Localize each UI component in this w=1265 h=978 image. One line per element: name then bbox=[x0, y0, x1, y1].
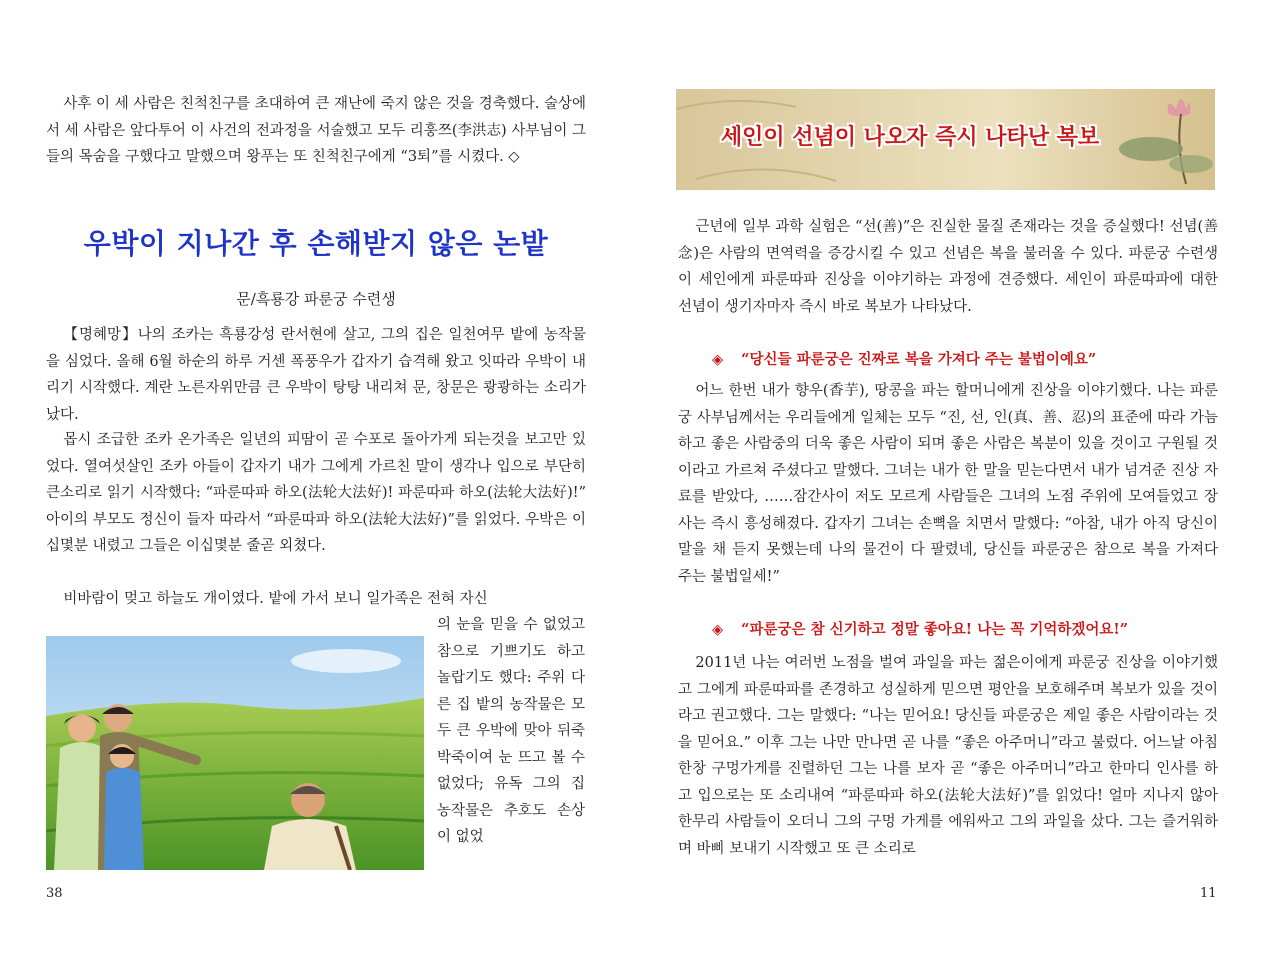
diamond-icon: ◈ bbox=[712, 621, 724, 638]
section-heading-2-text: “파룬궁은 참 신기하고 정말 좋아요! 나는 꼭 기억하겠어요!” bbox=[741, 621, 1129, 638]
narrow-column-text: 의 눈을 믿을 수 없었고 참으로 기쁘기도 하고 놀랍기도 했다: 주위 다른 집 밭의 농작물은 모두 큰 우박에 맞아 뒤죽박죽이여 눈 뜨고 볼 수 없었다; 유독 그의 집 농작물은 추호도 손상이 없었 bbox=[437, 617, 585, 845]
byline: 문/흑룡강 파룬궁 수련생 bbox=[236, 290, 396, 308]
right-intro-paragraph: 근년에 일부 과학 실험은 “선(善)”은 진실한 물질 존재라는 것을 증실했다! 선념(善念)은 사람의 면역력을 증강시킬 수 있고 선념은 복을 불러올 수 있다. 파룬궁 수련생이 세인에게 파룬따파 진상을 이야기하는 과정에 견증했다. 세인이 파룬따파에 대한 선념이 생기자마자 즉시 바로 복보가 나타났다. bbox=[678, 219, 1218, 315]
left-page bbox=[0, 0, 632, 978]
diamond-icon: ◈ bbox=[712, 351, 724, 368]
section1-paragraph: 어느 한번 내가 향우(香芋), 땅콩을 파는 할머니에게 진상을 이야기했다. 나는 파룬궁 사부님께서는 우리들에게 일체는 모두 “진, 선, 인(真、善、忍)의 표준에 따라 가늠하고 좋은 사람중의 더욱 좋은 사람이 되며 좋은 사람은 복분이 있을 것이고 구원될 것이라고 가르쳐 주셨다고 말했다. 그녀는 내가 한 말을 믿는다면서 내가 넘겨준 진상 자료를 받았다, ……잠간사이 저도 모르게 사람들은 그녀의 노점 주위에 모여들었고 장사는 즉시 흥성해졌다. 갑자기 그녀는 손뼉을 치면서 말했다: “아참, 내가 아직 당신이 말을 채 듣지 못했는데 나의 물건이 다 팔렸네, 당신들 파룬궁은 참으로 복을 가져다 주는 불법일세!” bbox=[678, 383, 1218, 585]
right-page bbox=[632, 0, 1265, 978]
body-paragraph-2: 몹시 조급한 조카 온가족은 일년의 피땀이 곧 수포로 돌아가게 되는것을 보고만 있었다. 열여섯살인 조카 아들이 갑자기 내가 그에게 가르친 말이 생각나 입으로 부단히 큰소리로 읽기 시작했다: “파룬따파 하오(法轮大法好)! 파룬따파 하오(法轮大法好)!” 아이의 부모도 정신이 들자 따라서 “파룬따파 하오(法轮大法好)”를 읽었다. 우박은 이십몇분 내렸고 그들은 이십몇분 줄곧 외쳤다. bbox=[46, 432, 586, 554]
section2-paragraph: 2011년 나는 여러번 노점을 벌여 과일을 파는 젊은이에게 파룬궁 진상을 이야기했고 그에게 파룬따파를 존경하고 성실하게 믿으면 평안을 보호해주며 복보가 있을 것이라고 권고했다. 그는 말했다: “나는 믿어요! 당신들 파룬궁은 제일 좋은 사람이라는 것을 믿어요.” 이후 그는 나만 만나면 곧 나를 “좋은 아주머니”라고 불렀다. 어느날 아침 한창 구멍가게를 진렬하던 그는 나를 보자 곧 “좋은 아주머니”라고 한마디 인사를 하고 입으로는 또 소리내여 “파룬따파 하오(法轮大法好)”를 읽었다! 얼마 지나지 않아 한무리 사람들이 오더니 그의 구멍 가게를 에워싸고 그의 과일을 샀다. 그는 즐거워하며 바삐 보내기 시작했고 또 큰 소리로 bbox=[678, 655, 1218, 857]
page-number: 38 bbox=[46, 886, 63, 901]
article-title: 우박이 지나간 후 손해받지 않은 논밭 bbox=[83, 227, 549, 260]
section-heading-2 bbox=[712, 618, 1128, 639]
section-heading-1 bbox=[712, 348, 1096, 369]
body-paragraph-1: 【명혜망】나의 조카는 흑룡강성 란서현에 살고, 그의 집은 일천여무 밭에 농작물을 심었다. 올해 6월 하순의 하루 거센 폭풍우가 갑자기 습격해 왔고 잇따라 우박이 내리기 시작했다. 계란 노른자위만큼 큰 우박이 탕탕 내리쳐 문, 창문은 쾅쾅하는 소리가 났다. bbox=[46, 327, 586, 423]
farm-field-illustration bbox=[46, 636, 424, 870]
page-number: 11 bbox=[1200, 886, 1217, 901]
section-heading-1-text: “당신들 파룬궁은 진짜로 복을 가져다 주는 불법이예요” bbox=[741, 351, 1097, 368]
intro-paragraph: 사후 이 세 사람은 친척친구를 초대하여 큰 재난에 죽지 않은 것을 경축했다. 술상에서 세 사람은 앞다투어 이 사건의 전과정을 서술했고 모두 리훙쯔(李洪志) 사부님이 그들의 목숨을 구했다고 말했으며 왕푸는 또 친척친구에게 “3퇴”를 시켰다. ◇ bbox=[46, 96, 586, 165]
body-paragraph-3: 비바람이 멎고 하늘도 개이였다. 밭에 가서 보니 일가족은 전혀 자신 bbox=[63, 591, 488, 607]
banner-title: 세인이 선념이 나오자 즉시 나타난 복보 bbox=[720, 125, 1100, 150]
